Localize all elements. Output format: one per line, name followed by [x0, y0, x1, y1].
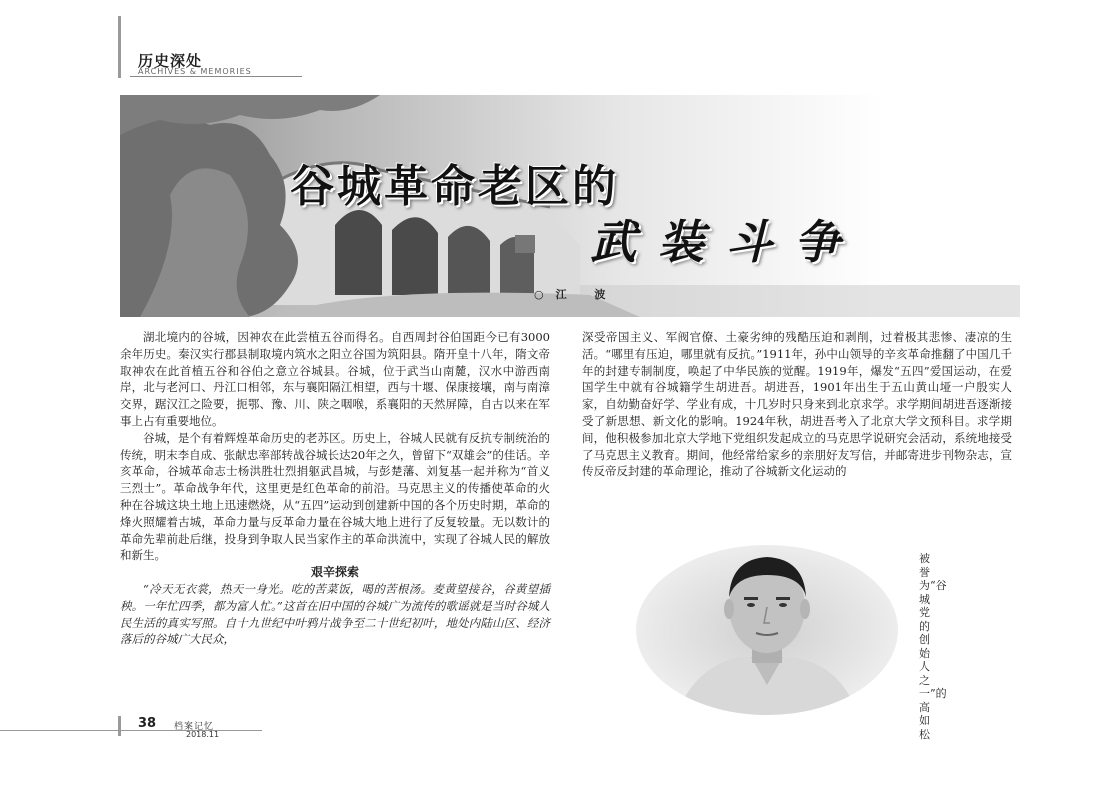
photo-caption: 被誉为“谷城党的创始人之一”的高如松: [919, 552, 947, 741]
page-edge-bar: [118, 16, 121, 78]
footer-rule: [0, 730, 262, 731]
body-column-left: [120, 329, 550, 648]
portrait-illustration: [636, 545, 898, 715]
body-paragraph: 深受帝国主义、军阀官僚、土豪劣绅的残酷压迫和剥削，过着极其悲惨、凄凉的生活。“哪里有压迫，哪里就有反抗。”1911年，孙中山领导的辛亥革命推翻了中国几千年的封建专制制度，唤起了中华民族的觉醒。1919年，爆发“五四”爱国运动，在爱国学生中就有谷城籍学生胡进吾。胡进吾，1901年出生于五山黄山垭一户殷实人家，自幼勤奋好学、学业有成，十几岁时只身来到北京求学。求学期间胡进吾逐渐接受了新思想、新文化的影响。1924年秋，胡进吾考入了北京大学文预科目。求学期间，他积极参加北京大学地下党组织发起成立的马克思学说研究会活动，系统地接受了马克思主义教育。期间，他经常给家乡的亲朋好友写信，并邮寄进步刊物杂志，宣传反帝反封建的革命理论，推动了谷城新文化运动的: [582, 330, 1012, 479]
body-paragraph: 谷城，是个有着辉煌革命历史的老苏区。历史上，谷城人民就有反抗专制统治的传统，明末李自成、张献忠率部转战谷城长达20年之久，曾留下“双雄会”的佳话。辛亥革命，谷城革命志士杨洪胜壮烈捐躯武昌城，与彭楚藩、刘复基一起并称为“首义三烈士”。革命战争年代，这里更是红色革命的前沿。马克思主义的传播使革命的火种在谷城这块土地上迅速燃烧，从“五四”运动到创建新中国的各个历史时期，革命的烽火照耀着古城，革命力量与反革命力量在谷城大地上进行了反复较量。无以数计的革命先辈前赴后继，投身到争取人民当家作主的革命洪流中，实现了谷城人民的解放和新生。: [120, 430, 550, 563]
section-subtitle: ARCHIVES & MEMORIES: [138, 67, 252, 76]
section-subheading: 艰辛探索: [310, 565, 359, 580]
body-paragraph: 湖北境内的谷城，因神农在此尝植五谷而得名。自西周封谷伯国距今已有3000余年历史。秦汉实行郡县制取境内筑水之阳立谷国为筑阳县。隋开皇十八年，隋文帝取神农在此首植五谷和谷伯之意立谷城县。谷城，位于武当山南麓，汉水中游西南岸，北与老河口、丹江口相邻，东与襄阳隔江相望，西与十堰、保康接壤，南与南漳交界，踞汉江之险要，扼鄂、豫、川、陕之咽喉，系襄阳的天然屏障，自古以来在军事上占有重要地位。: [120, 330, 550, 428]
magazine-name: 档案记忆: [174, 722, 215, 732]
issue-date: 2018.11: [186, 730, 220, 739]
article-title-line-2: 武装斗争: [590, 215, 862, 269]
page-edge-bar: [118, 716, 121, 736]
page-number: 38: [138, 716, 157, 731]
article-title-line-1: 谷城革命老区的: [290, 161, 619, 212]
section-rule: [130, 76, 302, 77]
portrait-photo: [636, 545, 898, 715]
body-column-right: [582, 329, 1012, 480]
section-title: 历史深处: [138, 52, 203, 70]
author-byline: ○江 波: [534, 288, 618, 301]
body-paragraph-poem: “冷天无衣裳，热天一身光。吃的苦菜饭，喝的苦根汤。麦黄望接谷，谷黄望插秧。一年忙四季，都为富人忙。”这首在旧中国的谷城广为流传的歌谣就是当时谷城人民生活的真实写照。自十九世纪中叶鸦片战争至二十世纪初叶，地处内陆山区、经济落后的谷城广大民众，: [120, 581, 550, 647]
